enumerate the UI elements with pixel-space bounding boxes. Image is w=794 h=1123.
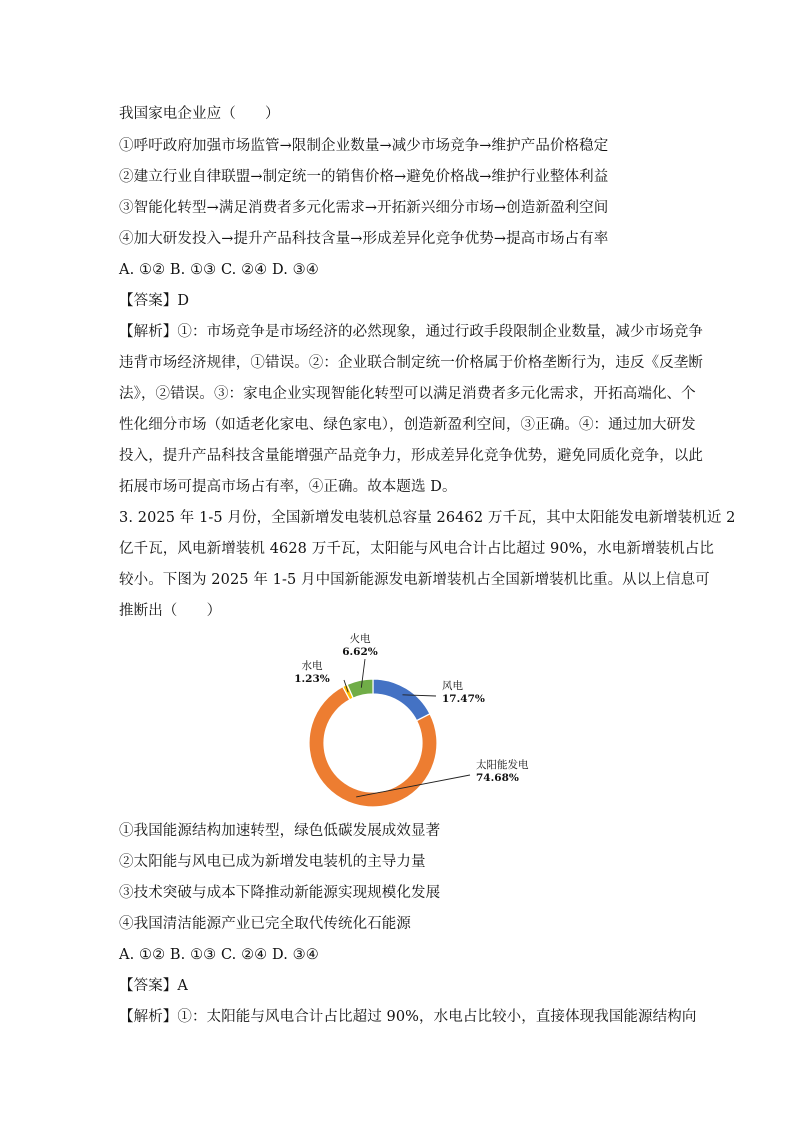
slice-label-3: 火电 — [349, 633, 371, 645]
donut-chart — [282, 628, 529, 820]
q3-option-4: ④我国清洁能源产业已完全取代传统化石能源 — [119, 916, 411, 932]
q2-answer: 【答案】D — [119, 293, 190, 309]
q2-analysis-line-2: 违背市场经济规律，①错误。②：企业联合制定统一价格属于价格垄断行为，违反《反垄断 — [119, 355, 703, 371]
q2-analysis-line-5: 投入，提升产品科技含量能增强产品竞争力，形成差异化竞争优势，避免同质化竞争，以此 — [119, 448, 703, 464]
q3-stem-line-4: 推断出（ ） — [119, 603, 222, 619]
q3-stem-line-2: 亿千瓦，风电新增装机 4628 万千瓦，太阳能与风电合计占比超过 90%，水电新增装机占比 — [119, 541, 714, 557]
q3-stem-line-1: 3. 2025 年 1-5 月份，全国新增发电装机总容量 26462 万千瓦，其中太阳能发电新增装机近 2 — [119, 510, 736, 526]
q3-option-3: ③技术突破与成本下降推动新能源实现规模化发展 — [119, 885, 441, 901]
q2-option-4: ④加大研发投入→提升产品科技含量→形成差异化竞争优势→提高市场占有率 — [119, 231, 609, 247]
slice-value-0: 17.47% — [442, 693, 485, 705]
q2-option-1: ①呼吁政府加强市场监管→限制企业数量→减少市场竞争→维护产品价格稳定 — [119, 138, 609, 154]
q3-stem-line-3: 较小。下图为 2025 年 1-5 月中国新能源发电新增装机占全国新增装机比重。从以上信息可 — [119, 572, 710, 588]
q2-analysis-line-1: 【解析】①：市场竞争是市场经济的必然现象，通过行政手段限制企业数量，减少市场竞争 — [119, 324, 703, 340]
q3-answer: 【答案】A — [119, 978, 188, 994]
slice-label-0: 风电 — [442, 680, 463, 692]
slice-value-3: 6.62% — [342, 646, 378, 658]
q2-analysis-line-3: 法》，②错误。③：家电企业实现智能化转型可以满足消费者多元化需求，开拓高端化、个 — [119, 386, 696, 402]
q2-stem: 我国家电企业应（ ） — [119, 106, 280, 122]
q2-option-2: ②建立行业自律联盟→制定统一的销售价格→避免价格战→维护行业整体利益 — [119, 169, 609, 185]
q2-analysis-line-4: 性化细分市场（如适老化家电、绿色家电），创造新盈利空间，③正确。④：通过加大研发 — [119, 417, 696, 433]
slice-label-2: 水电 — [301, 660, 323, 672]
q3-option-1: ①我国能源结构加速转型，绿色低碳发展成效显著 — [119, 823, 441, 839]
q2-option-3: ③智能化转型→满足消费者多元化需求→开拓新兴细分市场→创造新盈利空间 — [119, 200, 609, 216]
q2-choices: A. ①② B. ①③ C. ②④ D. ③④ — [119, 262, 319, 278]
slice-value-1: 74.68% — [476, 772, 519, 784]
q3-option-2: ②太阳能与风电已成为新增发电装机的主导力量 — [119, 854, 426, 870]
slice-label-1: 太阳能发电 — [476, 759, 529, 771]
slice-value-2: 1.23% — [294, 673, 330, 685]
q3-choices: A. ①② B. ①③ C. ②④ D. ③④ — [119, 947, 319, 963]
q3-analysis-line-1: 【解析】①：太阳能与风电合计占比超过 90%，水电占比较小，直接体现我国能源结构向 — [119, 1009, 697, 1025]
q2-analysis-line-6: 拓展市场可提高市场占有率，④正确。故本题选 D。 — [119, 479, 457, 495]
donut-slice-0 — [373, 679, 430, 721]
